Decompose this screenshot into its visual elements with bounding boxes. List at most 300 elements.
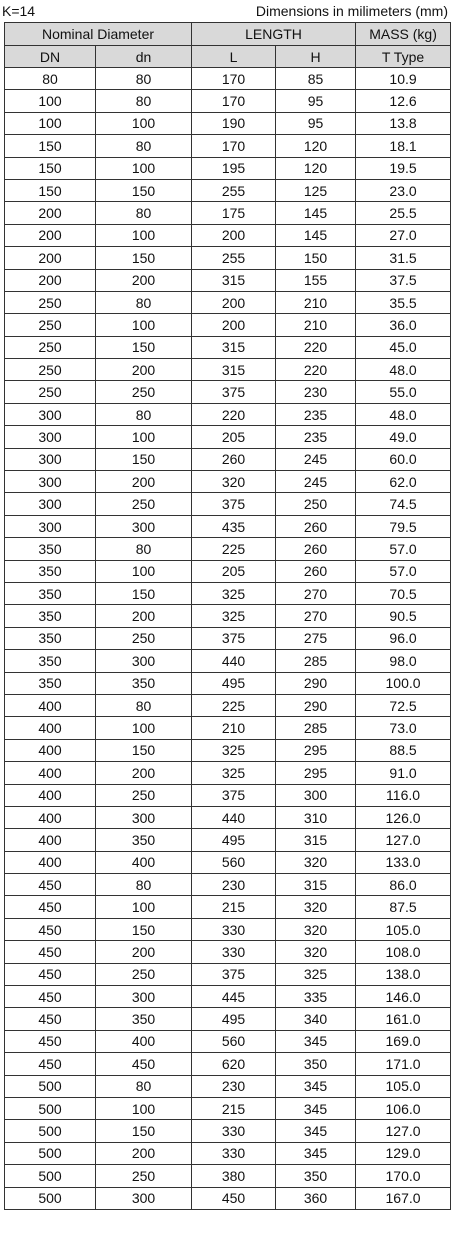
mass-cell: 105.0: [356, 918, 451, 940]
length-l-cell: 320: [192, 471, 276, 493]
dn-upper-cell: 400: [5, 829, 96, 851]
dn-upper-cell: 200: [5, 247, 96, 269]
height-h-cell: 320: [276, 918, 356, 940]
dn-lower-cell: 100: [96, 426, 192, 448]
dn-upper-cell: 80: [5, 68, 96, 90]
mass-cell: 57.0: [356, 538, 451, 560]
dn-lower-cell: 100: [96, 224, 192, 246]
mass-cell: 116.0: [356, 784, 451, 806]
dn-upper-cell: 300: [5, 515, 96, 537]
dn-upper-cell: 100: [5, 112, 96, 134]
dn-lower-cell: 250: [96, 493, 192, 515]
dn-upper-header: DN: [5, 46, 96, 68]
dn-upper-cell: 300: [5, 448, 96, 470]
height-h-cell: 120: [276, 157, 356, 179]
table-row: [5, 90, 451, 112]
dn-lower-cell: 80: [96, 68, 192, 90]
table-row: [5, 694, 451, 716]
mass-cell: 72.5: [356, 694, 451, 716]
dn-upper-cell: 500: [5, 1075, 96, 1097]
mass-cell: 171.0: [356, 1053, 451, 1075]
length-l-cell: 375: [192, 627, 276, 649]
table-row: [5, 471, 451, 493]
length-l-cell: 200: [192, 314, 276, 336]
length-l-cell: 225: [192, 538, 276, 560]
height-h-cell: 155: [276, 269, 356, 291]
height-h-cell: 315: [276, 874, 356, 896]
length-l-cell: 495: [192, 1008, 276, 1030]
dn-upper-cell: 450: [5, 1008, 96, 1030]
dn-lower-cell: 100: [96, 157, 192, 179]
dn-lower-cell: 350: [96, 829, 192, 851]
table-row: [5, 179, 451, 201]
length-l-cell: 495: [192, 829, 276, 851]
length-l-cell: 375: [192, 963, 276, 985]
dn-lower-cell: 300: [96, 515, 192, 537]
sub-header-row: [5, 46, 451, 68]
dn-upper-cell: 300: [5, 403, 96, 425]
height-h-cell: 345: [276, 1030, 356, 1052]
dn-lower-cell: 150: [96, 739, 192, 761]
mass-cell: 79.5: [356, 515, 451, 537]
mass-cell: 106.0: [356, 1097, 451, 1119]
dn-lower-cell: 150: [96, 247, 192, 269]
height-h-cell: 235: [276, 426, 356, 448]
dn-upper-cell: 200: [5, 224, 96, 246]
length-l-cell: 230: [192, 874, 276, 896]
mass-cell: 45.0: [356, 336, 451, 358]
length-l-cell: 375: [192, 784, 276, 806]
table-row: [5, 650, 451, 672]
dn-upper-cell: 200: [5, 202, 96, 224]
length-l-cell: 440: [192, 806, 276, 828]
mass-cell: 49.0: [356, 426, 451, 448]
mass-type-header: T Type: [356, 46, 451, 68]
mass-cell: 25.5: [356, 202, 451, 224]
h-header: H: [276, 46, 356, 68]
height-h-cell: 320: [276, 851, 356, 873]
table-row: [5, 448, 451, 470]
length-l-cell: 440: [192, 650, 276, 672]
dn-lower-cell: 80: [96, 694, 192, 716]
length-l-cell: 200: [192, 291, 276, 313]
height-h-cell: 230: [276, 381, 356, 403]
height-h-cell: 350: [276, 1053, 356, 1075]
height-h-cell: 345: [276, 1142, 356, 1164]
table-row: [5, 515, 451, 537]
height-h-cell: 320: [276, 941, 356, 963]
length-l-cell: 325: [192, 582, 276, 604]
length-l-cell: 215: [192, 896, 276, 918]
length-l-cell: 330: [192, 1142, 276, 1164]
length-l-cell: 560: [192, 851, 276, 873]
dn-upper-cell: 400: [5, 851, 96, 873]
dn-upper-cell: 300: [5, 426, 96, 448]
length-l-cell: 255: [192, 247, 276, 269]
dn-upper-cell: 250: [5, 359, 96, 381]
height-h-cell: 270: [276, 582, 356, 604]
height-h-cell: 340: [276, 1008, 356, 1030]
dn-upper-cell: 400: [5, 739, 96, 761]
height-h-cell: 245: [276, 448, 356, 470]
dn-lower-cell: 300: [96, 650, 192, 672]
dn-lower-cell: 80: [96, 291, 192, 313]
height-h-cell: 295: [276, 739, 356, 761]
table-row: [5, 1030, 451, 1052]
height-h-cell: 220: [276, 359, 356, 381]
table-row: [5, 896, 451, 918]
height-h-cell: 250: [276, 493, 356, 515]
dn-lower-cell: 80: [96, 135, 192, 157]
mass-cell: 74.5: [356, 493, 451, 515]
dn-lower-cell: 400: [96, 1030, 192, 1052]
height-h-cell: 310: [276, 806, 356, 828]
dn-lower-cell: 300: [96, 806, 192, 828]
dn-upper-cell: 450: [5, 986, 96, 1008]
height-h-cell: 235: [276, 403, 356, 425]
mass-cell: 37.5: [356, 269, 451, 291]
table-row: [5, 1187, 451, 1209]
mass-cell: 48.0: [356, 403, 451, 425]
height-h-cell: 210: [276, 291, 356, 313]
mass-cell: 98.0: [356, 650, 451, 672]
dn-upper-cell: 450: [5, 1053, 96, 1075]
length-l-cell: 375: [192, 493, 276, 515]
length-l-cell: 230: [192, 1075, 276, 1097]
nominal-diameter-header: Nominal Diameter: [5, 23, 192, 46]
dn-upper-cell: 250: [5, 314, 96, 336]
table-row: [5, 1053, 451, 1075]
height-h-cell: 245: [276, 471, 356, 493]
mass-cell: 100.0: [356, 672, 451, 694]
dn-upper-cell: 400: [5, 717, 96, 739]
table-row: [5, 291, 451, 313]
length-l-cell: 325: [192, 605, 276, 627]
table-row: [5, 1075, 451, 1097]
table-row: [5, 224, 451, 246]
dn-upper-cell: 250: [5, 381, 96, 403]
height-h-cell: 150: [276, 247, 356, 269]
height-h-cell: 275: [276, 627, 356, 649]
length-l-cell: 205: [192, 560, 276, 582]
height-h-cell: 360: [276, 1187, 356, 1209]
table-row: [5, 314, 451, 336]
dn-lower-cell: 100: [96, 112, 192, 134]
dn-upper-cell: 250: [5, 291, 96, 313]
table-row: [5, 202, 451, 224]
length-l-cell: 225: [192, 694, 276, 716]
table-row: [5, 336, 451, 358]
table-row: [5, 605, 451, 627]
length-l-cell: 435: [192, 515, 276, 537]
mass-cell: 27.0: [356, 224, 451, 246]
height-h-cell: 320: [276, 896, 356, 918]
dn-upper-cell: 100: [5, 90, 96, 112]
dn-upper-cell: 450: [5, 896, 96, 918]
table-row: [5, 1142, 451, 1164]
mass-cell: 70.5: [356, 582, 451, 604]
mass-cell: 55.0: [356, 381, 451, 403]
dn-lower-cell: 100: [96, 314, 192, 336]
dn-lower-cell: 250: [96, 381, 192, 403]
length-l-cell: 560: [192, 1030, 276, 1052]
height-h-cell: 350: [276, 1165, 356, 1187]
dn-lower-cell: 150: [96, 918, 192, 940]
dn-upper-cell: 500: [5, 1120, 96, 1142]
table-row: [5, 68, 451, 90]
dn-lower-cell: 200: [96, 359, 192, 381]
dn-upper-cell: 500: [5, 1142, 96, 1164]
table-row: [5, 247, 451, 269]
table-row: [5, 426, 451, 448]
mass-cell: 87.5: [356, 896, 451, 918]
dn-upper-cell: 300: [5, 471, 96, 493]
length-l-cell: 330: [192, 1120, 276, 1142]
dn-lower-cell: 300: [96, 1187, 192, 1209]
dn-upper-cell: 350: [5, 650, 96, 672]
dn-lower-cell: 80: [96, 874, 192, 896]
dn-lower-cell: 80: [96, 202, 192, 224]
length-l-cell: 495: [192, 672, 276, 694]
dn-lower-cell: 450: [96, 1053, 192, 1075]
group-header-row: [5, 23, 451, 46]
mass-cell: 57.0: [356, 560, 451, 582]
table-row: [5, 269, 451, 291]
dimensions-table: [4, 22, 451, 1210]
mass-cell: 62.0: [356, 471, 451, 493]
height-h-cell: 290: [276, 694, 356, 716]
table-body: [5, 68, 451, 1210]
dn-upper-cell: 400: [5, 784, 96, 806]
length-l-cell: 315: [192, 336, 276, 358]
table-row: [5, 717, 451, 739]
table-row: [5, 739, 451, 761]
length-l-cell: 450: [192, 1187, 276, 1209]
dn-lower-cell: 150: [96, 179, 192, 201]
dn-lower-cell: 200: [96, 762, 192, 784]
dn-upper-cell: 400: [5, 694, 96, 716]
length-l-cell: 325: [192, 762, 276, 784]
mass-cell: 60.0: [356, 448, 451, 470]
dn-lower-cell: 300: [96, 986, 192, 1008]
dn-lower-cell: 100: [96, 717, 192, 739]
table-row: [5, 381, 451, 403]
mass-cell: 108.0: [356, 941, 451, 963]
dn-lower-cell: 150: [96, 336, 192, 358]
mass-cell: 13.8: [356, 112, 451, 134]
length-l-cell: 315: [192, 269, 276, 291]
mass-cell: 146.0: [356, 986, 451, 1008]
dn-lower-cell: 200: [96, 605, 192, 627]
length-l-cell: 255: [192, 179, 276, 201]
dn-lower-cell: 200: [96, 941, 192, 963]
mass-cell: 127.0: [356, 829, 451, 851]
table-row: [5, 1008, 451, 1030]
table-row: [5, 403, 451, 425]
mass-cell: 90.5: [356, 605, 451, 627]
dn-lower-cell: 100: [96, 1097, 192, 1119]
height-h-cell: 145: [276, 224, 356, 246]
length-l-cell: 315: [192, 359, 276, 381]
table-row: [5, 941, 451, 963]
length-header: LENGTH: [192, 23, 356, 46]
dn-lower-cell: 150: [96, 1120, 192, 1142]
mass-cell: 10.9: [356, 68, 451, 90]
height-h-cell: 260: [276, 515, 356, 537]
mass-cell: 88.5: [356, 739, 451, 761]
table-row: [5, 112, 451, 134]
table-row: [5, 135, 451, 157]
height-h-cell: 270: [276, 605, 356, 627]
height-h-cell: 260: [276, 560, 356, 582]
height-h-cell: 125: [276, 179, 356, 201]
mass-header: MASS (kg): [356, 23, 451, 46]
table-row: [5, 1120, 451, 1142]
dn-lower-cell: 200: [96, 471, 192, 493]
dn-upper-cell: 400: [5, 762, 96, 784]
height-h-cell: 145: [276, 202, 356, 224]
length-l-cell: 220: [192, 403, 276, 425]
dn-lower-cell: 250: [96, 1165, 192, 1187]
table-row: [5, 560, 451, 582]
height-h-cell: 335: [276, 986, 356, 1008]
length-l-cell: 200: [192, 224, 276, 246]
table-row: [5, 582, 451, 604]
table-row: [5, 1165, 451, 1187]
height-h-cell: 290: [276, 672, 356, 694]
length-l-cell: 175: [192, 202, 276, 224]
table-row: [5, 493, 451, 515]
dn-upper-cell: 350: [5, 538, 96, 560]
length-l-cell: 210: [192, 717, 276, 739]
table-row: [5, 874, 451, 896]
height-h-cell: 345: [276, 1097, 356, 1119]
mass-cell: 23.0: [356, 179, 451, 201]
dn-upper-cell: 450: [5, 874, 96, 896]
mass-cell: 36.0: [356, 314, 451, 336]
dn-lower-cell: 150: [96, 582, 192, 604]
dn-lower-cell: 250: [96, 627, 192, 649]
height-h-cell: 210: [276, 314, 356, 336]
length-l-cell: 620: [192, 1053, 276, 1075]
dn-lower-cell: 100: [96, 896, 192, 918]
height-h-cell: 220: [276, 336, 356, 358]
table-row: [5, 806, 451, 828]
height-h-cell: 345: [276, 1075, 356, 1097]
dn-upper-cell: 500: [5, 1187, 96, 1209]
mass-cell: 161.0: [356, 1008, 451, 1030]
dn-lower-cell: 400: [96, 851, 192, 873]
table-row: [5, 986, 451, 1008]
height-h-cell: 295: [276, 762, 356, 784]
dn-lower-cell: 200: [96, 1142, 192, 1164]
table-row: [5, 359, 451, 381]
dn-lower-cell: 200: [96, 269, 192, 291]
dn-lower-cell: 150: [96, 448, 192, 470]
table-row: [5, 1097, 451, 1119]
table-row: [5, 918, 451, 940]
length-l-cell: 260: [192, 448, 276, 470]
mass-cell: 96.0: [356, 627, 451, 649]
mass-cell: 12.6: [356, 90, 451, 112]
length-l-cell: 445: [192, 986, 276, 1008]
mass-cell: 105.0: [356, 1075, 451, 1097]
table-row: [5, 784, 451, 806]
dn-upper-cell: 450: [5, 1030, 96, 1052]
dn-upper-cell: 350: [5, 627, 96, 649]
mass-cell: 91.0: [356, 762, 451, 784]
height-h-cell: 95: [276, 90, 356, 112]
dn-upper-cell: 500: [5, 1165, 96, 1187]
length-l-cell: 170: [192, 90, 276, 112]
l-header: L: [192, 46, 276, 68]
mass-cell: 19.5: [356, 157, 451, 179]
table-caption-bar: [0, 0, 456, 22]
length-l-cell: 170: [192, 135, 276, 157]
length-l-cell: 380: [192, 1165, 276, 1187]
height-h-cell: 345: [276, 1120, 356, 1142]
dn-upper-cell: 450: [5, 941, 96, 963]
dn-lower-cell: 350: [96, 672, 192, 694]
mass-cell: 127.0: [356, 1120, 451, 1142]
length-l-cell: 195: [192, 157, 276, 179]
height-h-cell: 120: [276, 135, 356, 157]
dn-upper-cell: 300: [5, 493, 96, 515]
dn-upper-cell: 250: [5, 336, 96, 358]
length-l-cell: 330: [192, 918, 276, 940]
dn-lower-cell: 350: [96, 1008, 192, 1030]
height-h-cell: 300: [276, 784, 356, 806]
dn-lower-cell: 250: [96, 963, 192, 985]
dn-lower-cell: 250: [96, 784, 192, 806]
table-row: [5, 963, 451, 985]
table-row: [5, 538, 451, 560]
length-l-cell: 205: [192, 426, 276, 448]
length-l-cell: 375: [192, 381, 276, 403]
dn-lower-header: dn: [96, 46, 192, 68]
mass-cell: 167.0: [356, 1187, 451, 1209]
height-h-cell: 260: [276, 538, 356, 560]
dn-lower-cell: 80: [96, 1075, 192, 1097]
table-row: [5, 762, 451, 784]
length-l-cell: 330: [192, 941, 276, 963]
mass-cell: 133.0: [356, 851, 451, 873]
mass-cell: 48.0: [356, 359, 451, 381]
dn-lower-cell: 80: [96, 403, 192, 425]
mass-cell: 86.0: [356, 874, 451, 896]
dn-lower-cell: 100: [96, 560, 192, 582]
dn-upper-cell: 200: [5, 269, 96, 291]
mass-cell: 169.0: [356, 1030, 451, 1052]
dn-lower-cell: 80: [96, 90, 192, 112]
dn-upper-cell: 350: [5, 582, 96, 604]
table-row: [5, 851, 451, 873]
dn-upper-cell: 150: [5, 179, 96, 201]
dn-upper-cell: 150: [5, 135, 96, 157]
height-h-cell: 285: [276, 717, 356, 739]
height-h-cell: 95: [276, 112, 356, 134]
k-value-label: K=14: [2, 3, 36, 19]
dn-upper-cell: 350: [5, 560, 96, 582]
length-l-cell: 190: [192, 112, 276, 134]
dn-upper-cell: 450: [5, 918, 96, 940]
dn-upper-cell: 350: [5, 672, 96, 694]
dn-lower-cell: 80: [96, 538, 192, 560]
units-label: Dimensions in milimeters (mm): [255, 3, 448, 19]
table-row: [5, 829, 451, 851]
mass-cell: 170.0: [356, 1165, 451, 1187]
mass-cell: 35.5: [356, 291, 451, 313]
